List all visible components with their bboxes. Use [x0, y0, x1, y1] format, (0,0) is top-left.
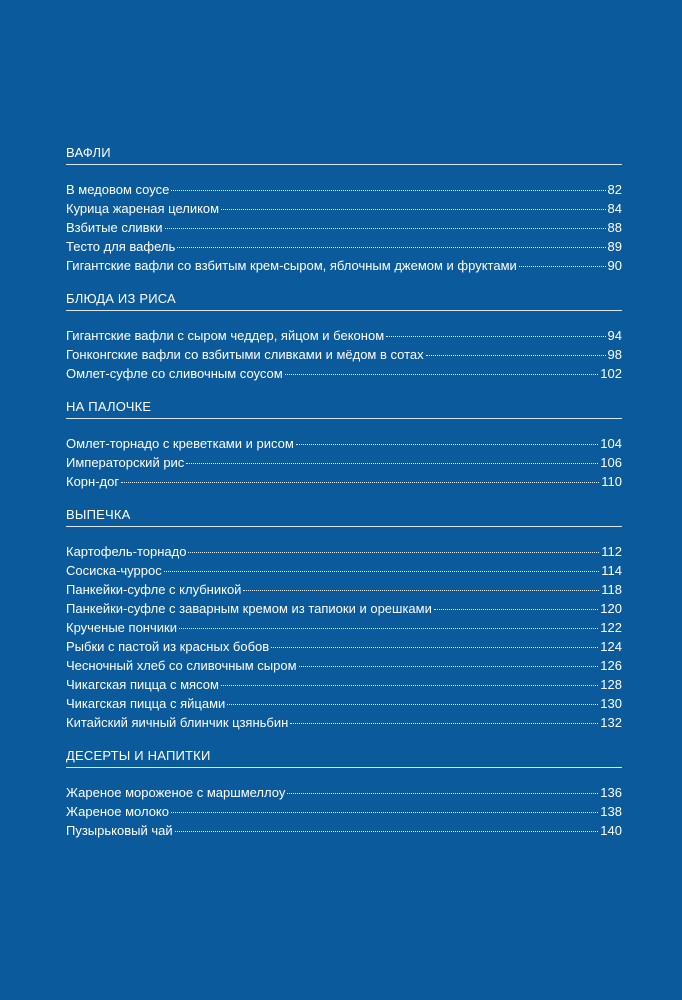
- dot-leader: [285, 374, 599, 375]
- entry-page-number: 124: [600, 639, 622, 654]
- toc-entry: [66, 542, 622, 561]
- entry-page-number: 128: [600, 677, 622, 692]
- toc-section: [66, 507, 622, 732]
- section-title: НА ПАЛОЧКЕ: [66, 399, 622, 419]
- toc-entry: [66, 656, 622, 675]
- entry-list: [66, 434, 622, 491]
- toc-entry: [66, 364, 622, 383]
- entry-title: Китайский яичный блинчик цзяньбин: [66, 715, 289, 730]
- entry-page-number: 106: [600, 455, 622, 470]
- entry-page-number: 126: [600, 658, 622, 673]
- entry-title: Взбитые сливки: [66, 220, 163, 235]
- entry-title: Гигантские вафли со взбитым крем-сыром, яблочным джемом и фруктами: [66, 258, 517, 273]
- entry-page-number: 90: [607, 258, 622, 273]
- entry-title: Гигантские вафли с сыром чеддер, яйцом и беконом: [66, 328, 385, 343]
- toc-entry: [66, 802, 622, 821]
- dot-leader: [188, 552, 599, 553]
- entry-title: В медовом соусе: [66, 182, 170, 197]
- toc-entry: [66, 713, 622, 732]
- entry-page-number: 104: [600, 436, 622, 451]
- entry-title: Картофель-торнадо: [66, 544, 187, 559]
- dot-leader: [186, 463, 598, 464]
- toc-entry: [66, 218, 622, 237]
- dot-leader: [164, 571, 600, 572]
- toc-section: [66, 145, 622, 275]
- entry-title: Чикагская пицца с мясом: [66, 677, 219, 692]
- entry-page-number: 89: [607, 239, 622, 254]
- dot-leader: [227, 704, 598, 705]
- entry-title: Сосиска-чуррос: [66, 563, 162, 578]
- toc-entry: [66, 326, 622, 345]
- dot-leader: [171, 812, 598, 813]
- dot-leader: [177, 247, 605, 248]
- entry-page-number: 118: [601, 582, 622, 597]
- toc-entry: [66, 637, 622, 656]
- toc-section: [66, 399, 622, 491]
- dot-leader: [121, 482, 599, 483]
- entry-page-number: 110: [601, 474, 622, 489]
- entry-title: Жареное мороженое с маршмеллоу: [66, 785, 286, 800]
- entry-title: Пузырьковый чай: [66, 823, 173, 838]
- dot-leader: [221, 685, 598, 686]
- dot-leader: [221, 209, 605, 210]
- entry-page-number: 102: [600, 366, 622, 381]
- toc-section: [66, 291, 622, 383]
- toc-entry: [66, 180, 622, 199]
- entry-title: Чикагская пицца с яйцами: [66, 696, 226, 711]
- dot-leader: [179, 628, 598, 629]
- dot-leader: [386, 336, 605, 337]
- dot-leader: [299, 666, 599, 667]
- entry-title: Чесночный хлеб со сливочным сыром: [66, 658, 297, 673]
- entry-list: [66, 180, 622, 275]
- entry-title: Рыбки с пастой из красных бобов: [66, 639, 270, 654]
- entry-page-number: 84: [607, 201, 622, 216]
- entry-title: Омлет-торнадо с креветками и рисом: [66, 436, 294, 451]
- entry-page-number: 114: [601, 563, 622, 578]
- toc-entry: [66, 237, 622, 256]
- entry-page-number: 112: [601, 544, 622, 559]
- entry-list: [66, 783, 622, 840]
- entry-page-number: 136: [600, 785, 622, 800]
- entry-title: Тесто для вафель: [66, 239, 176, 254]
- toc-entry: [66, 345, 622, 364]
- toc-entry: [66, 618, 622, 637]
- toc-entry: [66, 472, 622, 491]
- entry-page-number: 82: [607, 182, 622, 197]
- toc-entry: [66, 783, 622, 802]
- dot-leader: [165, 228, 606, 229]
- section-title: ВАФЛИ: [66, 145, 622, 165]
- entry-title: Омлет-суфле со сливочным соусом: [66, 366, 283, 381]
- toc-entry: [66, 453, 622, 472]
- toc-entry: [66, 561, 622, 580]
- entry-list: [66, 326, 622, 383]
- entry-page-number: 88: [607, 220, 622, 235]
- entry-page-number: 140: [600, 823, 622, 838]
- toc-entry: [66, 675, 622, 694]
- toc-entry: [66, 199, 622, 218]
- dot-leader: [271, 647, 598, 648]
- entry-title: Гонконгские вафли со взбитыми сливками и мёдом в сотах: [66, 347, 424, 362]
- section-title: БЛЮДА ИЗ РИСА: [66, 291, 622, 311]
- dot-leader: [175, 831, 599, 832]
- toc-entry: [66, 256, 622, 275]
- dot-leader: [290, 723, 598, 724]
- toc-entry: [66, 694, 622, 713]
- entry-list: [66, 542, 622, 732]
- dot-leader: [287, 793, 598, 794]
- entry-page-number: 98: [607, 347, 622, 362]
- entry-page-number: 130: [600, 696, 622, 711]
- section-title: ВЫПЕЧКА: [66, 507, 622, 527]
- entry-title: Жареное молоко: [66, 804, 169, 819]
- toc-entry: [66, 580, 622, 599]
- entry-title: Панкейки-суфле с заварным кремом из тапиоки и орешками: [66, 601, 432, 616]
- entry-page-number: 138: [600, 804, 622, 819]
- dot-leader: [171, 190, 605, 191]
- dot-leader: [426, 355, 606, 356]
- entry-title: Корн-дог: [66, 474, 120, 489]
- toc-sections: [66, 145, 622, 856]
- entry-title: Курица жареная целиком: [66, 201, 220, 216]
- dot-leader: [296, 444, 599, 445]
- dot-leader: [519, 266, 606, 267]
- entry-page-number: 122: [600, 620, 622, 635]
- entry-title: Императорский рис: [66, 455, 185, 470]
- entry-title: Крученые пончики: [66, 620, 177, 635]
- entry-page-number: 132: [600, 715, 622, 730]
- dot-leader: [243, 590, 599, 591]
- section-title: ДЕСЕРТЫ И НАПИТКИ: [66, 748, 622, 768]
- entry-page-number: 120: [600, 601, 622, 616]
- toc-entry: [66, 434, 622, 453]
- toc-entry: [66, 821, 622, 840]
- toc-entry: [66, 599, 622, 618]
- entry-title: Панкейки-суфле с клубникой: [66, 582, 242, 597]
- entry-page-number: 94: [607, 328, 622, 343]
- toc-section: [66, 748, 622, 840]
- dot-leader: [434, 609, 598, 610]
